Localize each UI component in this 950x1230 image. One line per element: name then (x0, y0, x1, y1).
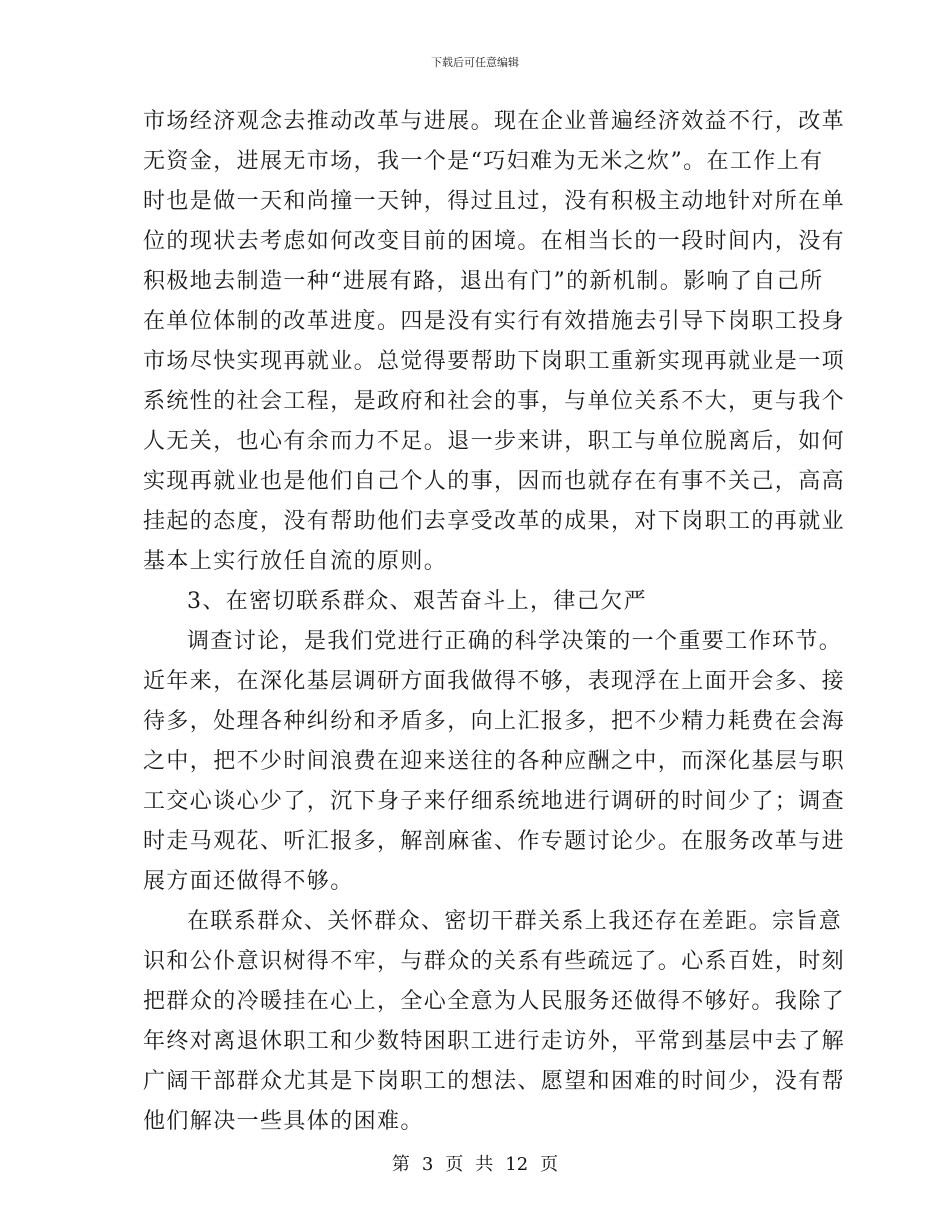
text-line: 之中，把不少时间浪费在迎来送往的各种应酬之中，而深化基层与职 (143, 749, 846, 774)
text-line: 基本上实行放任自流的原则。 (143, 549, 448, 574)
text-line: 时走马观花、听汇报多，解剖麻雀、作专题讨论少。在服务改革与进 (143, 829, 846, 854)
text-line: 市场尽快实现再就业。总觉得要帮助下岗职工重新实现再就业是一项 (143, 349, 846, 374)
page-footer (0, 1150, 950, 1176)
text-line: 位的现状去考虑如何改变目前的困境。在相当长的一段时间内，没有 (143, 229, 846, 254)
footer-prefix: 第 (391, 1154, 410, 1175)
text-line: 积极地去制造一种“进展有路，退出有门”的新机制。影响了自己所 (143, 269, 824, 294)
text-line: 在单位体制的改革进度。四是没有实行有效措施去引导下岗职工投身 (143, 309, 846, 334)
text-line: 年终对离退休职工和少数特困职工进行走访外，平常到基层中去了解 (143, 1029, 846, 1054)
text-line: 调查讨论，是我们党进行正确的科学决策的一个重要工作环节。 (187, 629, 843, 654)
text-line: 待多，处理各种纠纷和矛盾多，向上汇报多，把不少精力耗费在会海 (143, 709, 846, 734)
document-body (143, 102, 846, 1142)
footer-total-pages: 12 (505, 1154, 529, 1175)
text-line: 广阔干部群众尤其是下岗职工的想法、愿望和困难的时间少，没有帮 (143, 1069, 846, 1094)
text-line: 实现再就业也是他们自己个人的事，因而也就存在有事不关己，高高 (143, 469, 846, 494)
page-header: 下载后可任意编辑 (431, 56, 519, 69)
text-line: 他们解决一些具体的困难。 (143, 1109, 424, 1134)
text-line: 把群众的冷暖挂在心上，全心全意为人民服务还做得不够好。我除了 (143, 989, 846, 1014)
text-line: 工交心谈心少了，沉下身子来仔细系统地进行调研的时间少了；调查 (143, 789, 846, 814)
text-line: 挂起的态度，没有帮助他们去享受改革的成果，对下岗职工的再就业 (143, 509, 846, 534)
footer-page-label: 页 (445, 1154, 464, 1175)
text-line: 市场经济观念去推动改革与进展。现在企业普遍经济效益不行，改革 (143, 109, 846, 134)
footer-page-number: 3 (421, 1154, 434, 1175)
text-line: 人无关，也心有余而力不足。退一步来讲，职工与单位脱离后，如何 (143, 429, 846, 454)
text-line: 近年来，在深化基层调研方面我做得不够，表现浮在上面开会多、接 (143, 669, 846, 694)
text-line: 在联系群众、关怀群众、密切干群关系上我还存在差距。宗旨意 (187, 909, 843, 934)
text-line: 展方面还做得不够。 (143, 869, 354, 894)
text-line: 系统性的社会工程，是政府和社会的事，与单位关系不大，更与我个 (143, 389, 846, 414)
footer-total-label: 共 (475, 1154, 494, 1175)
text-line: 识和公仆意识树得不牢，与群众的关系有些疏远了。心系百姓，时刻 (143, 949, 846, 974)
text-line: 无资金，进展无市场，我一个是“巧妇难为无米之炊”。在工作上有 (143, 149, 824, 174)
text-line: 时也是做一天和尚撞一天钟，得过且过，没有积极主动地针对所在单 (143, 189, 846, 214)
footer-suffix: 页 (540, 1154, 559, 1175)
section-heading: 3、在密切联系群众、艰苦奋斗上，律己欠严 (187, 589, 647, 614)
